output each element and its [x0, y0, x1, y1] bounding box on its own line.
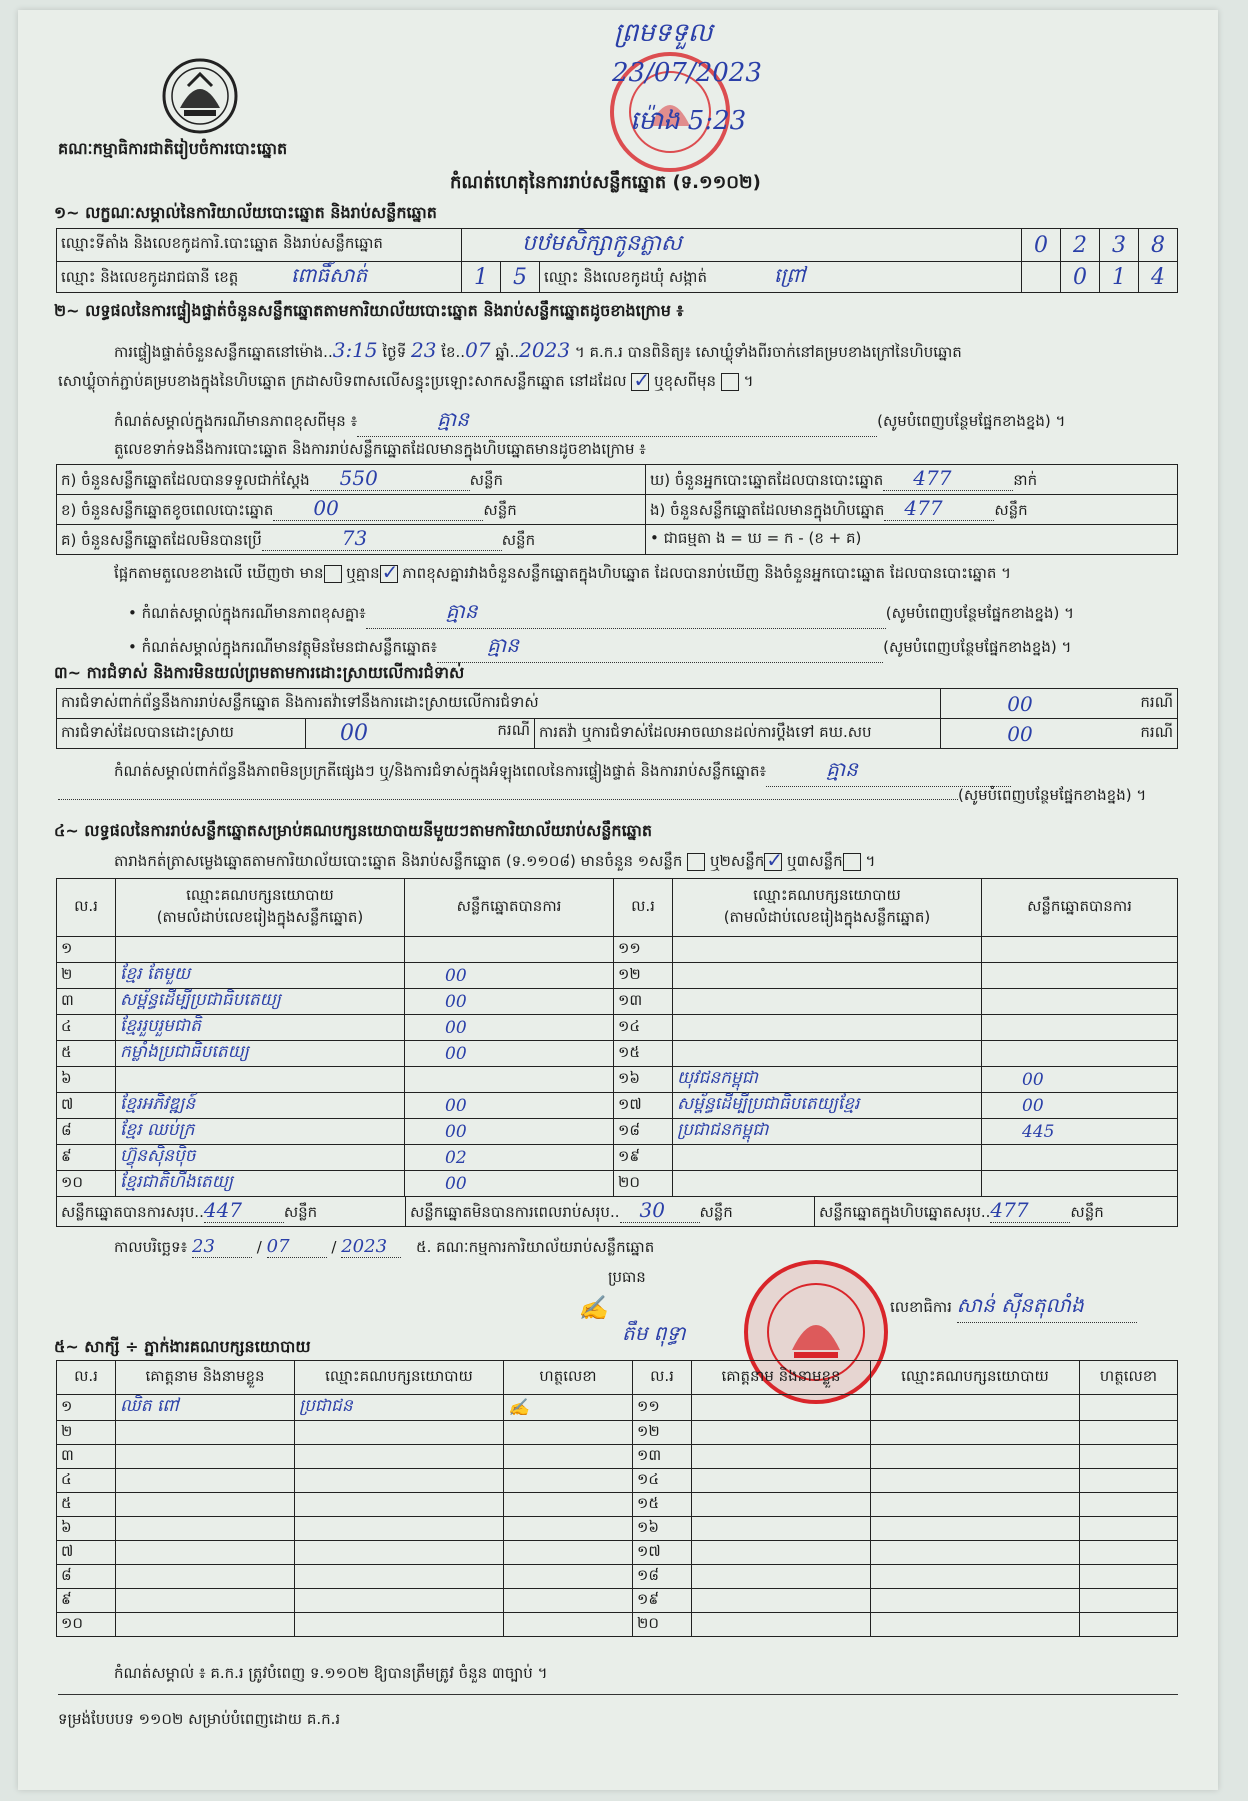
table-row [57, 1589, 1178, 1613]
witness-signature [504, 1565, 633, 1589]
witness-row-no: ៧ [57, 1541, 116, 1565]
witness-name [116, 1517, 295, 1541]
witness-party [295, 1517, 504, 1541]
witness-party [871, 1493, 1080, 1517]
witness-name [692, 1589, 871, 1613]
table-row [57, 1171, 1178, 1197]
unused-value: 73 [341, 526, 368, 550]
party-name: ខ្មែរ តែមួយ [116, 963, 405, 989]
witness-signature [504, 1421, 633, 1445]
table-row [57, 989, 1178, 1015]
table-row [57, 1469, 1178, 1493]
form-title: កំណត់ហេតុនៃការរាប់សន្លឹកឆ្នោត (ទ.១១០២) [450, 172, 761, 193]
party-votes: 00 [405, 1041, 614, 1067]
party-row-no: ១២ [614, 963, 673, 989]
table-row [57, 1067, 1178, 1093]
resolved-label: ការជំទាស់ដែលបានដោះស្រាយ [57, 719, 306, 749]
party-row-no: ១៥ [614, 1041, 673, 1067]
footer-note: កំណត់សម្គាល់ ៖ គ.ក.រ ត្រូវបំពេញ ទ.១១០២ ឱ្យបានត្រឹមត្រូវ ចំនួន ៣ច្បាប់ ។ [114, 1664, 548, 1682]
table-row [57, 1119, 1178, 1145]
voters-value: 477 [913, 466, 952, 490]
province-label: ឈ្មោះ និងលេខកូដរាជធានី ខេត្ត [61, 268, 239, 286]
witness-row-no: ១៣ [633, 1445, 692, 1469]
irregularity-note-2: (សូមបំពេញបន្ថែមផ្នែកខាងខ្នង) ។ [58, 786, 1188, 808]
party-name [673, 1145, 982, 1171]
province-value: ពោធិ៍សាត់ [291, 263, 368, 287]
province-cell [57, 262, 462, 293]
witness-signature [1080, 1613, 1178, 1637]
witness-party [295, 1565, 504, 1589]
party-votes: 02 [405, 1145, 614, 1171]
footer-form-ref: ទម្រង់បែបបទ ១១០២ សម្រាប់បំពេញដោយ គ.ក.រ [58, 1710, 341, 1728]
difference-remark-value: គ្មាន [445, 599, 478, 623]
party-row-no: ៦ [57, 1067, 116, 1093]
witness-party: ប្រជាជន [295, 1395, 504, 1421]
witness-signature [504, 1469, 633, 1493]
verify-time: 3:15 [332, 338, 378, 362]
table-row [57, 1395, 1178, 1421]
total-box-value: 477 [990, 1198, 1029, 1222]
party-votes: 00 [982, 1067, 1178, 1093]
party-name: យុវជនកម្ពុជា [673, 1067, 982, 1093]
party-name [673, 1041, 982, 1067]
party-name: ប្រជាជនកម្ពុជា [673, 1119, 982, 1145]
received-note-time: ម៉ោង 5:23 [630, 106, 747, 136]
table-row [57, 1421, 1178, 1445]
commune-label: ឈ្មោះ និងលេខកូដឃុំ សង្កាត់ [544, 268, 707, 286]
location-value: បឋមសិក្សាកូនភ្លាស [462, 229, 1022, 262]
commune-code-1: 0 [1061, 262, 1100, 293]
has-difference-checkbox[interactable] [324, 565, 342, 583]
party-votes [982, 1041, 1178, 1067]
objections-table: ការជំទាស់ពាក់ព័ន្ធនឹងការរាប់សន្លឹកឆ្នោត និងការតវ៉ាទៅនឹងការដោះស្រាយលើការជំទាស់ 00 ករណី ការជំទាស់ដែលបានដោះស្រាយ 00 ករណី ការតវ៉ា ឬការជំទាស់ដែលអាចឈានដល់ការប្តឹងទៅ គឃ.សប 00 ករណី [56, 688, 1178, 749]
party-votes [982, 937, 1178, 963]
party-votes [982, 1145, 1178, 1171]
witness-party [295, 1589, 504, 1613]
witness-signature [504, 1589, 633, 1613]
party-name [673, 963, 982, 989]
totals-row: សន្លឹកឆ្នោតបានការសរុប..447 សន្លឹក សន្លឹកឆ្នោតមិនបានការពេលរាប់សរុប.. 30 សន្លឹក សន្លឹកឆ្នោតក្នុងហិបឆ្នោតសរុប..477 សន្លឹក [56, 1196, 1178, 1227]
witness-signature [1080, 1541, 1178, 1565]
object-remark-value: គ្មាន [487, 633, 519, 657]
party-votes [405, 1067, 614, 1093]
location-code-3: 3 [1100, 229, 1139, 262]
irregularity-value: គ្មាន [826, 757, 858, 781]
witness-signature [1080, 1395, 1178, 1421]
section5-heading: ៥~ សាក្សី ÷ ភ្នាក់ងារគណបក្សនយោបាយ [54, 1337, 311, 1356]
table-row [57, 1541, 1178, 1565]
witness-signature [504, 1541, 633, 1565]
party-name: សម្ព័ន្ធដើម្បីប្រជាធិបតេយ្យ [116, 989, 405, 1015]
witness-row-no: ១៨ [633, 1565, 692, 1589]
party-votes: 00 [405, 989, 614, 1015]
difference-check-line: ផ្អែកតាមតួលេខខាងលើ ឃើញថា មាន ឬគ្មាន✓ ភាពខុសគ្នារវាងចំនួនសន្លឹកឆ្នោតក្នុងហិបឆ្នោត ដែលបានរាប់ឃើញ និងចំនួនអ្នកបោះឆ្នោត ដែលបានបោះឆ្នោត ។ [114, 564, 1194, 586]
witness-row-no: ១៧ [633, 1541, 692, 1565]
province-code-1: 1 [462, 262, 501, 293]
party-row-no: ៩ [57, 1145, 116, 1171]
verify-month: 07 [465, 338, 491, 362]
party-name: ខ្មែរ ឈប់ក្រ [116, 1119, 405, 1145]
no-difference-checkbox[interactable] [380, 565, 398, 583]
witness-name [692, 1517, 871, 1541]
table-row [57, 1445, 1178, 1469]
witness-signature [504, 1517, 633, 1541]
party-row-no: ៥ [57, 1041, 116, 1067]
chair-label: ប្រធាន [608, 1268, 646, 1286]
table-row [57, 1093, 1178, 1119]
commune-code-2: 1 [1100, 262, 1139, 293]
witness-name [116, 1541, 295, 1565]
party-results-table: ល.រ ឈ្មោះគណបក្សនយោបាយ (តាមលំដាប់លេខរៀងក្នុងសន្លឹកឆ្នោត) សន្លឹកឆ្នោតបានការ ល.រ ឈ្មោះគណបក្សនយោបាយ (តាមលំដាប់លេខរៀងក្នុងសន្លឹកឆ្នោត) សន្លឹកឆ្នោតបានការ ១ ១១ ២ ខ្មែរ តែមួយ 00 ១២ ៣ សម្ព័ន្ធដើម្បីប្រជាធិបតេយ្យ 00 ១៣ ៤ ខ្មែររួបរួមជាតិ 00 ១៤ ៥ កម្លាំងប្រជាធិបតេយ្យ 00 ១៥ ៦ ១៦ យុវជនកម្ពុជា 00 ៧ ខ្មែរអភិវឌ្ឍន៍ 00 ១៧ សម្ព័ន្ធដើម្បីប្រជាធិបតេយ្យខ្មែរ 00 ៨ ខ្មែរ ឈប់ក្រ 00 ១៨ ប្រជាជនកម្ពុជា 445 ៩ ហ៊្វុនស៊ិនប៉ិច 02 ១៩ ១០ ខ្មែរជាតិហឹងតេយ្យ 00 ២០ [56, 878, 1178, 1197]
party-name [116, 1067, 405, 1093]
witness-name [116, 1613, 295, 1637]
date-line: កាលបរិច្ឆេទ៖ 23 / 07 / 2023 ៥. គណៈកម្មការការិយាល័យរាប់សន្លឹកឆ្នោត [114, 1236, 655, 1257]
party-votes: 00 [982, 1093, 1178, 1119]
three-sheets-checkbox[interactable] [843, 853, 861, 871]
witness-party [295, 1445, 504, 1469]
table-row [57, 1015, 1178, 1041]
date-month: 07 [266, 1236, 290, 1257]
witness-party [871, 1541, 1080, 1565]
party-row-no: ៣ [57, 989, 116, 1015]
commune-code-3: 4 [1139, 262, 1178, 293]
witness-table: ល.រ គោត្តនាម និងនាមខ្លួន ឈ្មោះគណបក្សនយោបាយ ហត្ថលេខា ល.រ គោត្តនាម និងនាមខ្លួន ឈ្មោះគណបក្សនយោបាយ ហត្ថលេខា ១ ឈិត ពៅ ប្រជាជន ✍ ១១ ២ ១២ ៣ ១៣ ៤ ១៤ ៥ ១៥ ៦ ១៦ ៧ ១៧ ៨ ១៨ ៩ ១៩ ១០ ២០ [56, 1360, 1178, 1637]
total-invalid-value: 30 [639, 1198, 665, 1222]
witness-signature [1080, 1589, 1178, 1613]
witness-name [692, 1421, 871, 1445]
witness-row-no: ៦ [57, 1517, 116, 1541]
section3-heading: ៣~ ការជំទាស់ និងការមិនយល់ព្រមតាមការដោះស្រាយលើការជំទាស់ [54, 663, 465, 682]
witness-name [692, 1565, 871, 1589]
witness-row-no: ៩ [57, 1589, 116, 1613]
verify-day: 23 [411, 338, 437, 362]
party-votes: 445 [982, 1119, 1178, 1145]
nec-logo [158, 56, 242, 136]
witness-name [692, 1395, 871, 1421]
irregularity-note: កំណត់សម្គាល់ពាក់ព័ន្ធនឹងភាពមិនប្រក្រតីផ្សេងៗ ឬ/និងការជំទាស់ក្នុងអំឡុងពេលនៃការផ្ទៀងផ្ទាត់ និងការរាប់សន្លឹកឆ្នោត៖ គ្មាន [114, 756, 1194, 787]
party-row-no: ៤ [57, 1015, 116, 1041]
witness-row-no: ៥ [57, 1493, 116, 1517]
witness-party [871, 1613, 1080, 1637]
two-sheets-checkbox[interactable] [764, 853, 782, 871]
party-row-no: ២០ [614, 1171, 673, 1197]
different-checkbox[interactable] [721, 373, 739, 391]
party-row-no: ១១ [614, 937, 673, 963]
party-row-no: ៨ [57, 1119, 116, 1145]
witness-signature [1080, 1469, 1178, 1493]
date-year: 2023 [341, 1236, 388, 1257]
witness-name [116, 1589, 295, 1613]
party-row-no: ១៩ [614, 1145, 673, 1171]
appeal-label: ការតវ៉ា ឬការជំទាស់ដែលអាចឈានដល់ការប្តឹងទៅ គឃ.សប [535, 719, 941, 749]
appeal-value: 00 [941, 719, 1100, 749]
party-row-no: ៧ [57, 1093, 116, 1119]
table-row [57, 1565, 1178, 1589]
witness-name: ឈិត ពៅ [116, 1395, 295, 1421]
formula-cell: • ជាធម្មតា ង = ឃ = ក - (ខ + គ) [646, 525, 1178, 555]
resolved-value: 00 [340, 721, 368, 746]
total-valid-value: 447 [203, 1198, 243, 1222]
witness-row-no: ២០ [633, 1613, 692, 1637]
party-name: ខ្មែររួបរួមជាតិ [116, 1015, 405, 1041]
table-row [57, 963, 1178, 989]
party-name: ខ្មែរអភិវឌ្ឍន៍ [116, 1093, 405, 1119]
witness-row-no: ១៦ [633, 1517, 692, 1541]
received-note-top: ព្រមទទួល [614, 18, 713, 48]
party-votes: 00 [405, 1015, 614, 1041]
party-votes [982, 963, 1178, 989]
party-votes [982, 1015, 1178, 1041]
party-votes: 00 [405, 1119, 614, 1145]
same-as-before-checkbox[interactable] [631, 373, 649, 391]
section1-heading: ១~ លក្ខណៈសម្គាល់នៃការិយាល័យបោះឆ្នោត និងរាប់សន្លឹកឆ្នោត [54, 203, 437, 222]
chair-signature: ✍ [578, 1294, 608, 1322]
in-box-value: 477 [904, 496, 943, 520]
witness-name [116, 1493, 295, 1517]
verification-line-1: ការផ្ទៀងផ្ទាត់ចំនួនសន្លឹកឆ្នោតនៅម៉ោង..3:15 ថ្ងៃទី 23 ខែ..07 ឆ្នាំ..2023 ។ គ.ក.រ បានពិនិត្យ៖ សោឃ្លុំទាំងពីរចាក់នៅគម្របខាងក្រៅនៃហិបឆ្នោត [114, 338, 962, 362]
party-row-no: ១៦ [614, 1067, 673, 1093]
party-row-no: ១៨ [614, 1119, 673, 1145]
party-name [673, 1015, 982, 1041]
chair-name: តឹម ពុទ្ធា [622, 1321, 686, 1345]
party-votes [405, 937, 614, 963]
witness-name [116, 1469, 295, 1493]
ballot-figures-table: ក) ចំនួនសន្លឹកឆ្នោតដែលបានទទួលជាក់ស្តែង 550 សន្លឹក ឃ) ចំនួនអ្នកបោះឆ្នោតដែលបានបោះឆ្នោត 477 នាក់ ខ) ចំនួនសន្លឹកឆ្នោតខូចពេលបោះឆ្នោត 00 សន្លឹក ង) ចំនួនសន្លឹកឆ្នោតដែលមានក្នុងហិបឆ្នោត 477 សន្លឹក គ) ចំនួនសន្លឹកឆ្នោតដែលមិនបានប្រើ 73 សន្លឹក • ជាធម្មតា ង = ឃ = ក - (ខ + គ) [56, 464, 1178, 555]
witness-party [871, 1565, 1080, 1589]
difference-note-value: គ្មាន [437, 407, 469, 431]
party-name [673, 937, 982, 963]
witness-row-no: ២ [57, 1421, 116, 1445]
footer-rule [58, 1694, 1178, 1695]
table-row [57, 937, 1178, 963]
commune-value: ព្រៅ [774, 263, 806, 287]
witness-signature [1080, 1445, 1178, 1469]
date-day: 23 [192, 1236, 215, 1257]
party-row-no: ១ [57, 937, 116, 963]
witness-party [871, 1469, 1080, 1493]
witness-party [871, 1445, 1080, 1469]
witness-row-no: ១ [57, 1395, 116, 1421]
witness-signature [1080, 1517, 1178, 1541]
party-row-no: ១៣ [614, 989, 673, 1015]
witness-row-no: ៤ [57, 1469, 116, 1493]
committee-name: គណៈកម្មាធិការជាតិរៀបចំការបោះឆ្នោត [58, 139, 288, 158]
figures-intro: តួលេខទាក់ទងនឹងការបោះឆ្នោត និងការរាប់សន្លឹកឆ្នោតដែលមានក្នុងហិបឆ្នោតមានដូចខាងក្រោម ៖ [114, 440, 646, 458]
party-name: កម្លាំងប្រជាធិបតេយ្យ [116, 1041, 405, 1067]
one-sheet-checkbox[interactable] [687, 853, 705, 871]
party-name: ហ៊្វុនស៊ិនប៉ិច [116, 1145, 405, 1171]
party-votes: 00 [405, 1093, 614, 1119]
witness-name [692, 1493, 871, 1517]
spoiled-value: 00 [313, 496, 339, 520]
witness-row-no: ៨ [57, 1565, 116, 1589]
witness-signature [1080, 1565, 1178, 1589]
party-name [116, 937, 405, 963]
party-name: សម្ព័ន្ធដើម្បីប្រជាធិបតេយ្យខ្មែរ [673, 1093, 982, 1119]
witness-signature [504, 1613, 633, 1637]
witness-row-no: ១០ [57, 1613, 116, 1637]
objections-label: ការជំទាស់ពាក់ព័ន្ធនឹងការរាប់សន្លឹកឆ្នោត និងការតវ៉ាទៅនឹងការដោះស្រាយលើការជំទាស់ [57, 689, 941, 719]
witness-signature [504, 1493, 633, 1517]
witness-party [871, 1517, 1080, 1541]
party-row-no: ១៤ [614, 1015, 673, 1041]
party-row-no: ១៧ [614, 1093, 673, 1119]
witness-row-no: ១៤ [633, 1469, 692, 1493]
witness-name [692, 1445, 871, 1469]
ballots-received-value: 550 [339, 466, 378, 490]
table-row [57, 1517, 1178, 1541]
form-sheet [18, 10, 1218, 1790]
witness-row-no: ១២ [633, 1421, 692, 1445]
section1-table [56, 228, 1178, 293]
witness-row-no: ១៩ [633, 1589, 692, 1613]
witness-name [692, 1469, 871, 1493]
party-votes [982, 989, 1178, 1015]
witness-signature [504, 1445, 633, 1469]
witness-party [295, 1469, 504, 1493]
table-row [57, 1493, 1178, 1517]
party-votes [982, 1171, 1178, 1197]
location-code-4: 8 [1139, 229, 1178, 262]
party-row-no: ១០ [57, 1171, 116, 1197]
witness-signature [1080, 1421, 1178, 1445]
party-votes: 00 [405, 963, 614, 989]
witness-party [871, 1421, 1080, 1445]
witness-signature: ✍ [504, 1395, 633, 1421]
witness-name [116, 1565, 295, 1589]
witness-row-no: ១១ [633, 1395, 692, 1421]
difference-remark: • កំណត់សម្គាល់ក្នុងករណីមានភាពខុសគ្នា៖ គ្មាន (សូមបំពេញបន្ថែមផ្នែកខាងខ្នង) ។ [128, 598, 1188, 629]
witness-party [871, 1589, 1080, 1613]
location-label: ឈ្មោះទីតាំង និងលេខកូដការិ.បោះឆ្នោត និងរាប់សន្លឹកឆ្នោត [57, 229, 462, 262]
party-votes: 00 [405, 1171, 614, 1197]
section4-heading: ៤~ លទ្ធផលនៃការរាប់សន្លឹកឆ្នោតសម្រាប់គណបក្សនយោបាយនីមួយៗតាមការិយាល័យរាប់សន្លឹកឆ្នោត [54, 821, 653, 840]
tally-sheet-line: តារាងកត់ត្រាសម្លេងឆ្នោតតាមការិយាល័យបោះឆ្នោត និងរាប់សន្លឹកឆ្នោត (ទ.១១០៨) មានចំនួន ១សន្លឹក ឬ២សន្លឹក✓ ឬ៣សន្លឹក ។ [114, 852, 875, 874]
secretary-label: លេខាធិការ សាន់ ស៊ីនតុលាំង [890, 1292, 1137, 1323]
table-row [57, 1613, 1178, 1637]
table-row [57, 1145, 1178, 1171]
party-row-no: ២ [57, 963, 116, 989]
section2-heading: ២~ លទ្ធផលនៃការផ្ទៀងផ្ទាត់ចំនួនសន្លឹកឆ្នោតតាមការិយាល័យបោះឆ្នោត និងរាប់សន្លឹកឆ្នោតដូចខាងក្រោម ៖ [54, 301, 684, 320]
witness-party [295, 1421, 504, 1445]
secretary-name: សាន់ ស៊ីនតុលាំង [956, 1293, 1084, 1317]
verification-line-2: សោឃ្លុំចាក់ភ្ជាប់គម្របខាងក្នុងនៃហិបឆ្នោត ក្រដាសបិទពាសលើសន្ធុះប្រឡោះសាកសន្លឹកឆ្នោត នៅដដែល ✓ ឬខុសពីមុន ។ [58, 372, 1188, 394]
location-code-2: 2 [1061, 229, 1100, 262]
party-name [673, 989, 982, 1015]
party-name [673, 1171, 982, 1197]
objections-value: 00 [941, 689, 1100, 719]
verify-year: 2023 [519, 338, 571, 362]
commune-cell [540, 262, 1022, 293]
witness-row-no: ១៥ [633, 1493, 692, 1517]
province-code-2: 5 [501, 262, 540, 293]
difference-note-line: កំណត់សម្គាល់ក្នុងករណីមានភាពខុសពីមុន ៖ គ្មាន (សូមបំពេញបន្ថែមផ្នែកខាងខ្នង) ។ [114, 406, 1184, 437]
received-note-date: 23/07/2023 [612, 58, 762, 88]
witness-name [692, 1541, 871, 1565]
witness-name [116, 1445, 295, 1469]
table-row [57, 1041, 1178, 1067]
witness-party [295, 1493, 504, 1517]
witness-name [692, 1613, 871, 1637]
witness-signature [1080, 1493, 1178, 1517]
object-remark: • កំណត់សម្គាល់ក្នុងករណីមានវត្ថុមិនមែនជាសន្លឹកឆ្នោត៖ គ្មាន (សូមបំពេញបន្ថែមផ្នែកខាងខ្នង) ។ [128, 632, 1188, 663]
party-name: ខ្មែរជាតិហឹងតេយ្យ [116, 1171, 405, 1197]
witness-name [116, 1421, 295, 1445]
witness-party [871, 1395, 1080, 1421]
witness-party [295, 1613, 504, 1637]
witness-row-no: ៣ [57, 1445, 116, 1469]
witness-party [295, 1541, 504, 1565]
location-code-1: 0 [1022, 229, 1061, 262]
